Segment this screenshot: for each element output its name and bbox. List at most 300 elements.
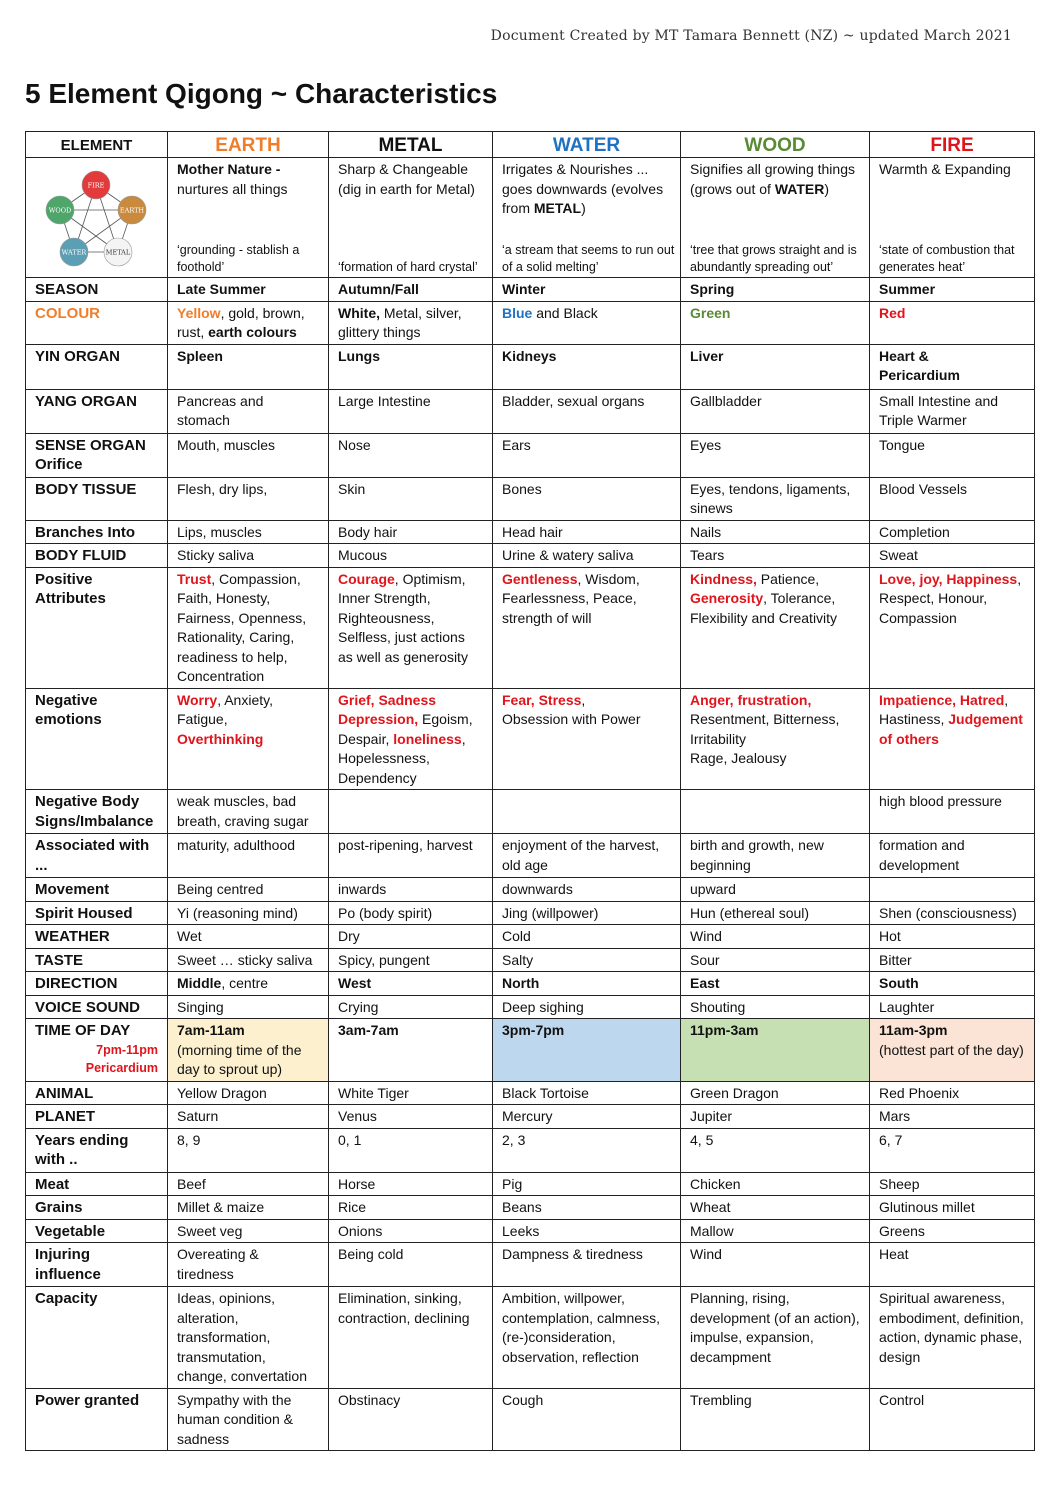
table-row	[26, 433, 1035, 477]
cell-text: Blood Vessels	[879, 480, 967, 497]
cell-earth	[168, 972, 329, 996]
cell-text-emphasis: Kidneys	[502, 347, 557, 364]
cell-text: Sour	[690, 951, 720, 968]
cell-wood	[681, 1019, 870, 1082]
cell-text: Eyes	[690, 436, 722, 453]
cell-text: Signifies all growing things (grows out of	[690, 161, 855, 197]
cell-text: Heat	[879, 1246, 909, 1262]
table-row	[26, 995, 1035, 1019]
cell-text: Small Intestine and Triple Warmer	[879, 392, 999, 428]
cell-water	[493, 344, 681, 389]
cell-fire	[870, 925, 1035, 949]
table-row	[26, 477, 1035, 520]
cell-earth	[168, 878, 329, 902]
cell-fire	[870, 1172, 1035, 1196]
cell-wood	[681, 544, 870, 568]
cell-text: 4, 5	[690, 1131, 714, 1148]
cell-metal	[329, 477, 493, 520]
cell-text-emphasis: 11am-3pm	[879, 1022, 948, 1038]
header-water: WATER	[493, 132, 681, 158]
cell-metal	[329, 278, 493, 302]
intro-content	[177, 160, 319, 276]
cell-wood	[681, 834, 870, 878]
cell-fire	[870, 948, 1035, 972]
cell-text: , Hopelessness, Dependency	[338, 730, 466, 786]
cell-text-emphasis: Generosity	[690, 590, 764, 606]
cell-text: TIME OF DAY	[35, 1022, 131, 1039]
cell-fire	[870, 1019, 1035, 1082]
cell-text: (hottest part of the day)	[879, 1041, 1024, 1058]
cell-text: Movement	[35, 881, 110, 898]
cell-water	[493, 1219, 681, 1243]
cell-text-emphasis: 11pm-3am	[690, 1022, 759, 1038]
cell-text: Wet	[177, 928, 202, 944]
document-credit: Document Created by MT Tamara Bennett (NZ) ~ updated March 2021	[490, 28, 1012, 44]
cell-text: Black Tortoise	[502, 1084, 589, 1101]
cell-water	[493, 433, 681, 477]
row-label	[26, 520, 168, 544]
cell-wood	[681, 567, 870, 688]
table-row	[26, 520, 1035, 544]
row-label	[26, 1196, 168, 1220]
row-label	[26, 1019, 168, 1082]
cell-text: Resentment, Bitterness, Irritability Rage, Jealousy	[690, 711, 840, 766]
cell-water	[493, 278, 681, 302]
row-label	[26, 477, 168, 520]
table-row	[26, 834, 1035, 878]
cell-text-emphasis: Grief, Sadness Depression,	[338, 691, 437, 727]
cell-text: TASTE	[35, 951, 84, 969]
cell-metal	[329, 995, 493, 1019]
table-row	[26, 1388, 1035, 1451]
intro-quote: ‘a stream that seems to run out of a solid melting’	[502, 243, 675, 274]
cell-metal	[329, 834, 493, 878]
cell-text: , centre	[221, 975, 269, 991]
cell-metal	[329, 1019, 493, 1082]
cell-metal	[329, 389, 493, 433]
cell-water	[493, 995, 681, 1019]
cell-text: Obstinacy	[338, 1391, 401, 1408]
cell-text-emphasis: Heart & Pericardium	[879, 347, 960, 383]
cell-text-emphasis: Mother Nature -	[177, 161, 281, 177]
cell-wood	[681, 1105, 870, 1129]
cell-water	[493, 544, 681, 568]
cell-water	[493, 901, 681, 925]
cell-text: maturity, adulthood	[177, 837, 296, 853]
cell-text-emphasis: Autumn/Fall	[338, 281, 419, 297]
cell-text: Bones	[502, 480, 542, 497]
table-row	[26, 1243, 1035, 1287]
cell-text: Eyes, tendons, ligaments, sinews	[690, 480, 851, 516]
cell-fire	[870, 1105, 1035, 1129]
cell-metal	[329, 433, 493, 477]
cell-water	[493, 1388, 681, 1451]
cell-text: Grains	[35, 1199, 83, 1216]
cell-fire	[870, 834, 1035, 878]
cell-text-emphasis: West	[338, 975, 372, 991]
cell-text: Greens	[879, 1222, 925, 1239]
cell-text-emphasis: Spring	[690, 281, 735, 297]
cell-text: Jupiter	[690, 1108, 733, 1124]
cell-text-emphasis: Lungs	[338, 347, 380, 364]
cell-earth	[168, 1081, 329, 1105]
cell-text: Ears	[502, 436, 531, 453]
cell-text-emphasis: Fear, Stress	[502, 691, 582, 708]
cell-wood	[681, 878, 870, 902]
header-earth: EARTH	[168, 132, 329, 158]
cell-text: (morning time of the day to sprout up)	[177, 1041, 302, 1077]
cell-text: Yi (reasoning mind)	[177, 904, 298, 921]
cell-text: Flesh, dry lips,	[177, 480, 268, 497]
intro-cell-wood	[681, 158, 870, 278]
cell-text-emphasis: South	[879, 975, 919, 991]
row-label	[26, 1287, 168, 1389]
cell-text: Sheep	[879, 1175, 920, 1192]
table-row	[26, 1219, 1035, 1243]
cell-text: Mouth, muscles	[177, 436, 276, 453]
cell-fire	[870, 1081, 1035, 1105]
intro-quote: ‘grounding - stablish a foothold’	[177, 243, 300, 274]
cell-metal	[329, 520, 493, 544]
row-label	[26, 1388, 168, 1451]
cell-text-emphasis: Overthinking	[177, 730, 264, 747]
cell-text: 6, 7	[879, 1131, 903, 1148]
cell-earth	[168, 1172, 329, 1196]
cell-fire	[870, 1243, 1035, 1287]
cell-text-emphasis: Liver	[690, 347, 724, 364]
intro-quote: ‘formation of hard crystal’	[338, 260, 478, 274]
cell-wood	[681, 901, 870, 925]
cell-text: Spirit Housed	[35, 904, 133, 922]
table-row	[26, 389, 1035, 433]
cell-text: Head hair	[502, 523, 563, 540]
cell-text: enjoyment of the harvest, old age	[502, 837, 660, 873]
cell-metal	[329, 544, 493, 568]
cell-text: , Obsession with Power	[502, 691, 641, 727]
cell-text-emphasis: Yellow	[177, 304, 221, 321]
cell-metal	[329, 1128, 493, 1172]
table-row	[26, 790, 1035, 834]
cell-water	[493, 1172, 681, 1196]
table-row	[26, 1019, 1035, 1082]
cell-earth	[168, 1196, 329, 1220]
cell-text: Dampness & tiredness	[502, 1246, 643, 1262]
cell-text: Red Phoenix	[879, 1084, 960, 1101]
cell-wood	[681, 1081, 870, 1105]
cell-text-emphasis: Summer	[879, 281, 936, 297]
cell-water	[493, 1196, 681, 1220]
cell-text-emphasis: Green	[690, 304, 731, 321]
cell-text: Rice	[338, 1199, 367, 1215]
cell-text: weak muscles, bad breath, craving sugar	[177, 793, 309, 829]
cell-text: Capacity	[35, 1290, 98, 1307]
cell-earth	[168, 1019, 329, 1082]
intro-quote: ‘tree that grows straight and is abundantly spreading out’	[690, 243, 857, 274]
cell-text-emphasis: Spleen	[177, 347, 223, 364]
cell-text: Tears	[690, 547, 725, 563]
cell-earth	[168, 1388, 329, 1451]
cell-text: 8, 9	[177, 1131, 201, 1148]
cell-earth	[168, 301, 329, 344]
wheel-label: WATER	[61, 248, 87, 257]
cell-wood	[681, 688, 870, 790]
cell-earth	[168, 1243, 329, 1287]
cell-metal	[329, 1196, 493, 1220]
cell-earth	[168, 995, 329, 1019]
cell-earth	[168, 834, 329, 878]
row-label	[26, 344, 168, 389]
cell-fire	[870, 878, 1035, 902]
cell-text: Hot	[879, 928, 901, 944]
cell-text: , gold, brown, rust,	[177, 304, 305, 340]
cell-water	[493, 948, 681, 972]
cell-text-emphasis: East	[690, 975, 720, 991]
cell-text: Venus	[338, 1108, 377, 1124]
cell-water	[493, 520, 681, 544]
cell-metal	[329, 972, 493, 996]
cell-text: Deep sighing	[502, 998, 584, 1015]
cell-water	[493, 972, 681, 996]
cell-text: Branches Into	[35, 523, 136, 541]
cell-water	[493, 567, 681, 688]
cell-water	[493, 688, 681, 790]
cell-fire	[870, 1388, 1035, 1451]
cell-text: Spiritual awareness, embodiment, definition, action, dynamic phase, design	[879, 1290, 1024, 1365]
cell-wood	[681, 1388, 870, 1451]
cell-wood	[681, 1219, 870, 1243]
cell-water	[493, 1019, 681, 1082]
cell-text: Onions	[338, 1222, 383, 1239]
cell-text: Planning, rising, development (of an action), impulse, expansion, decampment	[690, 1290, 860, 1365]
cell-fire	[870, 995, 1035, 1019]
cell-earth	[168, 790, 329, 834]
cell-text: SENSE ORGAN Orifice	[35, 436, 146, 473]
intro-cell-metal	[329, 158, 493, 278]
cell-water	[493, 1128, 681, 1172]
cell-text: Sticky saliva	[177, 547, 255, 563]
cell-text-emphasis: 3pm-7pm	[502, 1022, 565, 1038]
cell-earth	[168, 477, 329, 520]
cell-text: Shouting	[690, 998, 746, 1015]
table-row	[26, 972, 1035, 996]
cell-text: Nose	[338, 436, 371, 453]
cell-text-emphasis: Late Summer	[177, 281, 266, 297]
row-label	[26, 948, 168, 972]
cell-text: , Optimism, Inner Strength, Righteousness, Selfless, just actions as well as generosity	[338, 570, 468, 665]
cell-metal	[329, 1219, 493, 1243]
row-label	[26, 878, 168, 902]
cell-water	[493, 301, 681, 344]
header-metal: METAL	[329, 132, 493, 158]
row-label	[26, 1128, 168, 1172]
cell-text: Spicy, pungent	[338, 951, 430, 968]
cell-text: , Anxiety, Fatigue,	[177, 691, 273, 727]
cell-text: BODY FLUID	[35, 547, 127, 564]
cell-fire	[870, 1196, 1035, 1220]
cell-text: )	[824, 180, 830, 197]
cell-wood	[681, 925, 870, 949]
cell-text: Negative emotions	[35, 691, 102, 728]
cell-text: Bitter	[879, 951, 912, 968]
cell-wood	[681, 1172, 870, 1196]
characteristics-table	[25, 131, 1035, 1451]
cell-text: Sympathy with the human condition & sadness	[177, 1391, 293, 1447]
row-label	[26, 1243, 168, 1287]
cell-wood	[681, 1243, 870, 1287]
cell-text: Metal, silver, glittery things	[338, 304, 462, 340]
cell-text-emphasis: White,	[338, 304, 380, 321]
cell-text: Green Dragon	[690, 1084, 779, 1101]
cell-text: Urine & watery saliva	[502, 547, 634, 563]
cell-wood	[681, 278, 870, 302]
cell-water	[493, 925, 681, 949]
cell-text: Sweet veg	[177, 1222, 243, 1239]
cell-text: Shen (consciousness)	[879, 904, 1017, 921]
cell-text: Wheat	[690, 1199, 731, 1215]
table-row	[26, 1105, 1035, 1129]
cell-text-emphasis: Impatience, Hatred	[879, 691, 1005, 708]
intro-content	[338, 160, 483, 276]
cell-text-emphasis: Kindness,	[690, 570, 757, 587]
cell-wood	[681, 995, 870, 1019]
cell-text: Vegetable	[35, 1222, 106, 1240]
cell-water	[493, 1081, 681, 1105]
cell-metal	[329, 1105, 493, 1129]
cell-text: , Wisdom, Fearlessness, Peace, strength of will	[502, 570, 640, 626]
cell-text: upward	[690, 881, 736, 897]
cell-wood	[681, 1287, 870, 1389]
cell-text: birth and growth, new beginning	[690, 837, 824, 873]
cell-text-emphasis: Love, joy, Happiness	[879, 570, 1018, 587]
cell-fire	[870, 544, 1035, 568]
cell-wood	[681, 948, 870, 972]
cell-fire	[870, 389, 1035, 433]
cell-earth	[168, 901, 329, 925]
cell-text: Chicken	[690, 1175, 741, 1192]
cell-text-emphasis: earth colours	[208, 324, 297, 340]
cell-text: Pig	[502, 1175, 523, 1192]
table-row	[26, 544, 1035, 568]
header-row	[26, 132, 1035, 158]
cell-text: post-ripening, harvest	[338, 837, 473, 853]
wheel-label: WOOD	[48, 206, 72, 215]
cell-text: nurtures all things	[177, 180, 288, 197]
cell-text: Yellow Dragon	[177, 1084, 267, 1101]
cell-text: Sweat	[879, 547, 918, 563]
cell-earth	[168, 925, 329, 949]
cell-text: , Respect, Honour, Compassion	[879, 570, 1022, 626]
cell-text: SEASON	[35, 281, 99, 298]
cell-earth	[168, 389, 329, 433]
intro-content	[879, 160, 1025, 276]
cell-text: Trembling	[690, 1391, 752, 1408]
cell-text: Leeks	[502, 1222, 540, 1239]
cell-text: Millet & maize	[177, 1199, 265, 1215]
table-row	[26, 1128, 1035, 1172]
cell-text: Beans	[502, 1199, 542, 1215]
cell-text: Beef	[177, 1175, 206, 1192]
cell-wood	[681, 520, 870, 544]
cell-fire	[870, 1128, 1035, 1172]
cell-text-emphasis: 3am-7am	[338, 1022, 399, 1038]
cell-text: Elimination, sinking, contraction, declining	[338, 1290, 470, 1326]
cell-text-emphasis: Anger, frustration,	[690, 691, 812, 708]
cell-metal	[329, 688, 493, 790]
cell-text: inwards	[338, 881, 387, 897]
cell-fire	[870, 1287, 1035, 1389]
cell-earth	[168, 688, 329, 790]
cell-metal	[329, 1172, 493, 1196]
row-label	[26, 688, 168, 790]
cell-text: Positive Attributes	[35, 570, 106, 607]
intro-content	[502, 160, 675, 276]
cell-text-emphasis: Worry	[177, 691, 218, 708]
cell-text: Bladder, sexual organs	[502, 392, 645, 409]
cell-text: Mars	[879, 1108, 911, 1124]
row-label	[26, 995, 168, 1019]
cell-text-emphasis: Blue	[502, 304, 533, 321]
row-label	[26, 834, 168, 878]
cell-fire	[870, 1219, 1035, 1243]
cell-text: formation and development	[879, 837, 965, 873]
cell-text: high blood pressure	[879, 793, 1002, 809]
cell-water	[493, 389, 681, 433]
cell-text: Negative Body Signs/Imbalance	[35, 793, 154, 830]
cell-text: Cold	[502, 928, 531, 944]
row-sublabel: 7pm-11pm Pericardium	[85, 1042, 158, 1075]
row-label	[26, 301, 168, 344]
cell-wood	[681, 389, 870, 433]
cell-fire	[870, 278, 1035, 302]
cell-metal	[329, 948, 493, 972]
cell-text: Glutinous millet	[879, 1199, 975, 1215]
row-label	[26, 567, 168, 688]
cell-text: YANG ORGAN	[35, 392, 137, 410]
cell-wood	[681, 477, 870, 520]
cell-text: Lips, muscles	[177, 523, 262, 540]
cell-text-emphasis: 7am-11am	[177, 1022, 245, 1038]
table-row	[26, 1172, 1035, 1196]
table-row	[26, 901, 1035, 925]
cell-text: )	[581, 200, 586, 216]
cell-text: Control	[879, 1391, 925, 1408]
cell-text: Dry	[338, 928, 360, 944]
cell-text: Being centred	[177, 881, 264, 897]
cell-water	[493, 1287, 681, 1389]
cell-text: PLANET	[35, 1108, 95, 1125]
cell-text: Horse	[338, 1175, 376, 1192]
cell-text: Large Intestine	[338, 392, 431, 409]
cell-fire	[870, 790, 1035, 834]
cell-wood	[681, 1196, 870, 1220]
cell-text: Power granted	[35, 1391, 140, 1409]
cell-text: Saturn	[177, 1108, 219, 1124]
header-wood: WOOD	[681, 132, 870, 158]
cell-water	[493, 834, 681, 878]
cell-text: Meat	[35, 1175, 70, 1193]
cell-wood	[681, 433, 870, 477]
row-label	[26, 1081, 168, 1105]
cell-water	[493, 1243, 681, 1287]
cell-earth	[168, 1128, 329, 1172]
row-label	[26, 1105, 168, 1129]
wheel-label: FIRE	[87, 181, 105, 190]
cell-text: Egoism, Despair,	[338, 711, 473, 747]
cell-text: Sweet … sticky saliva	[177, 951, 313, 968]
cell-text: Sharp & Changeable (dig in earth for Metal)	[338, 161, 475, 197]
table-row	[26, 1196, 1035, 1220]
cell-earth	[168, 278, 329, 302]
